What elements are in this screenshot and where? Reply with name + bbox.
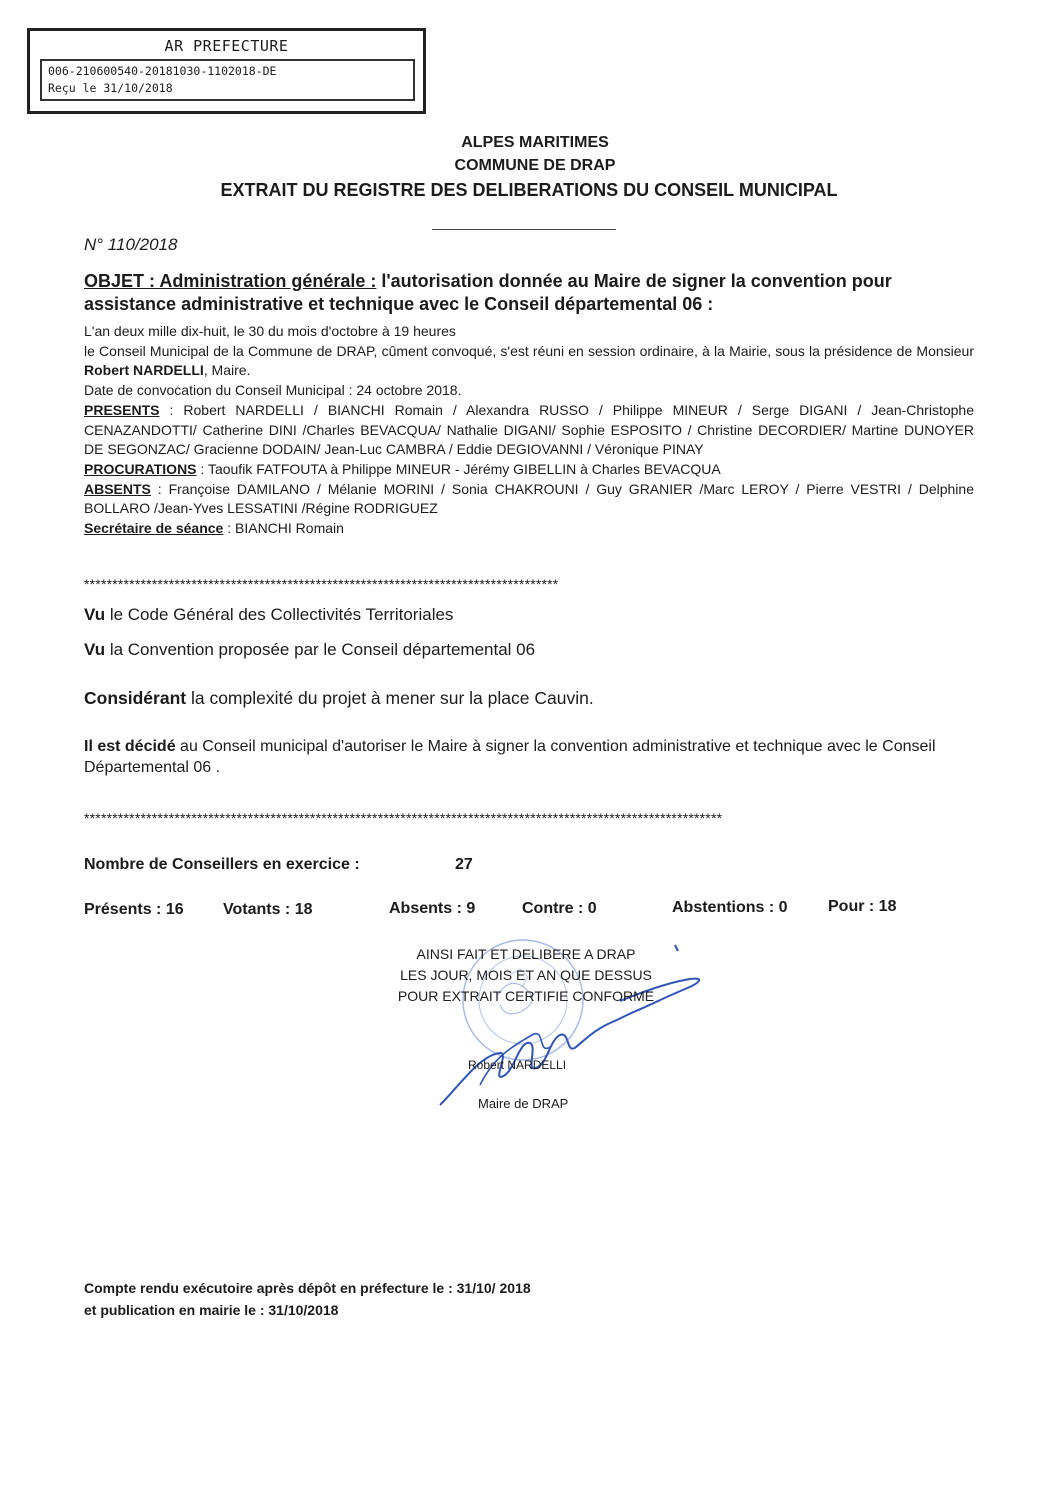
header-title: EXTRAIT DU REGISTRE DES DELIBERATIONS DU CONSEIL MUNICIPAL: [220, 180, 838, 200]
vote-abstentions: Abstentions : 0: [672, 899, 788, 916]
absents-list: [84, 480, 974, 519]
considerant-label: Considérant: [84, 688, 187, 708]
objet-label: OBJET : Administration générale :: [84, 271, 377, 291]
vu-label: Vu: [84, 605, 106, 624]
header-department: ALPES MARITIMES: [461, 134, 609, 151]
vu-convention: [84, 640, 535, 660]
objet-text: l'autorisation donnée au Maire de signer la convention pour assistance administrative et technique avec le Conseil départemental 06 :: [84, 271, 892, 314]
conseillers-label: Nombre de Conseillers en exercice :: [84, 856, 360, 873]
vote-absents: Absents : 9: [389, 900, 476, 917]
header-divider: [432, 229, 616, 230]
objet-paragraph: [84, 270, 974, 316]
separator-stars-2: *****************************************************************************************************************: [84, 810, 723, 826]
session-text-end: , Maire.: [203, 362, 251, 379]
closing-line-3: POUR EXTRAIT CERTIFIE CONFORME: [397, 988, 655, 1004]
signatory-role: Maire de DRAP: [478, 1096, 569, 1111]
procurations-names: : Taoufik FATFOUTA à Philippe MINEUR - Jérémy GIBELLIN à Charles BEVACQUA: [196, 460, 721, 477]
prefecture-stamp: [27, 28, 426, 114]
session-details: [84, 322, 974, 539]
vote-contre: Contre : 0: [522, 900, 597, 917]
decision: [84, 736, 974, 778]
presents-names: : Robert NARDELLI / BIANCHI Romain / Alexandra RUSSO / Philippe MINEUR / Serge DIGANI / Jean-Christophe CENAZANDOTTI/ Catherine DINI /Charles BEVACQUA/ Nathalie DIGANI/ Sophie ESPOSITO / Christine DECORDIER/ Martine DUNOYER DE SEGONZAC/ Gracienne DODAIN/ Jean-Luc CAMBRA / Eddie DEGIOVANNI / Véronique PINAY: [84, 401, 974, 458]
closing-line-2: LES JOUR, MOIS ET AN QUE DESSUS: [400, 967, 652, 983]
vu-text: la Convention proposée par le Conseil départemental 06: [105, 640, 536, 659]
closing-formula: [376, 944, 676, 1007]
closing-line-1: AINSI FAIT ET DELIBERE A DRAP: [416, 946, 636, 962]
procurations-list: [84, 460, 974, 480]
vu-text: le Code Général des Collectivités Territoriales: [105, 605, 454, 624]
decision-text: au Conseil municipal d'autoriser le Maire à signer la convention administrative et technique avec le Conseil Départemental 06 .: [84, 738, 936, 776]
stamp-reference: 006-210600540-20181030-1102018-DE: [48, 64, 277, 78]
session-convocation-text: [84, 342, 974, 381]
decision-label: Il est décidé: [84, 738, 176, 755]
considerant: [84, 688, 594, 709]
procurations-label: PROCURATIONS: [84, 460, 197, 477]
convocation-date: Date de convocation du Conseil Municipal : 24 octobre 2018.: [84, 382, 462, 399]
session-date: L'an deux mille dix-huit, le 30 du mois d'octobre à 19 heures: [84, 323, 456, 339]
separator-stars: ************************************************************************************: [84, 576, 559, 592]
vote-pour: Pour : 18: [828, 898, 897, 915]
mayor-name: Robert NARDELLI: [84, 362, 204, 379]
stamp-received-date: Reçu le 31/10/2018: [48, 81, 173, 95]
presents-label: PRESENTS: [84, 401, 160, 418]
considerant-text: la complexité du projet à mener sur la place Cauvin.: [186, 688, 594, 708]
session-text: le Conseil Municipal de la Commune de DRAP, cûment convoqué, s'est réuni en session ordinaire, à la Mairie, sous la présidence de Monsieur: [84, 342, 974, 359]
presents-list: [84, 401, 974, 460]
secretary: [84, 519, 974, 539]
footer-prefecture-deposit: Compte rendu exécutoire après dépôt en préfecture le : 31/10/ 2018: [84, 1280, 531, 1296]
footer-publication: et publication en mairie le : 31/10/2018: [84, 1302, 339, 1318]
absents-label: ABSENTS: [84, 480, 151, 497]
stamp-title: AR PREFECTURE: [164, 37, 289, 55]
stamp-reference-box: [40, 59, 415, 101]
secretary-name: : BIANCHI Romain: [223, 520, 344, 537]
conseillers-value: 27: [455, 856, 473, 873]
header-commune: COMMUNE DE DRAP: [454, 157, 616, 174]
vu-label: Vu: [84, 640, 106, 659]
deliberation-number: N° 110/2018: [84, 235, 178, 254]
vu-code: [84, 605, 453, 625]
signatory-name: Robert NARDELLI: [468, 1058, 567, 1072]
secretary-label: Secrétaire de séance: [84, 520, 224, 537]
vote-presents: Présents : 16: [84, 901, 184, 918]
absents-names: : Françoise DAMILANO / Mélanie MORINI / Sonia CHAKROUNI / Guy GRANIER /Marc LEROY / Pierre VESTRI / Delphine BOLLARO /Jean-Yves LESSATINI /Régine RODRIGUEZ: [84, 480, 974, 517]
vote-votants: Votants : 18: [223, 901, 313, 918]
